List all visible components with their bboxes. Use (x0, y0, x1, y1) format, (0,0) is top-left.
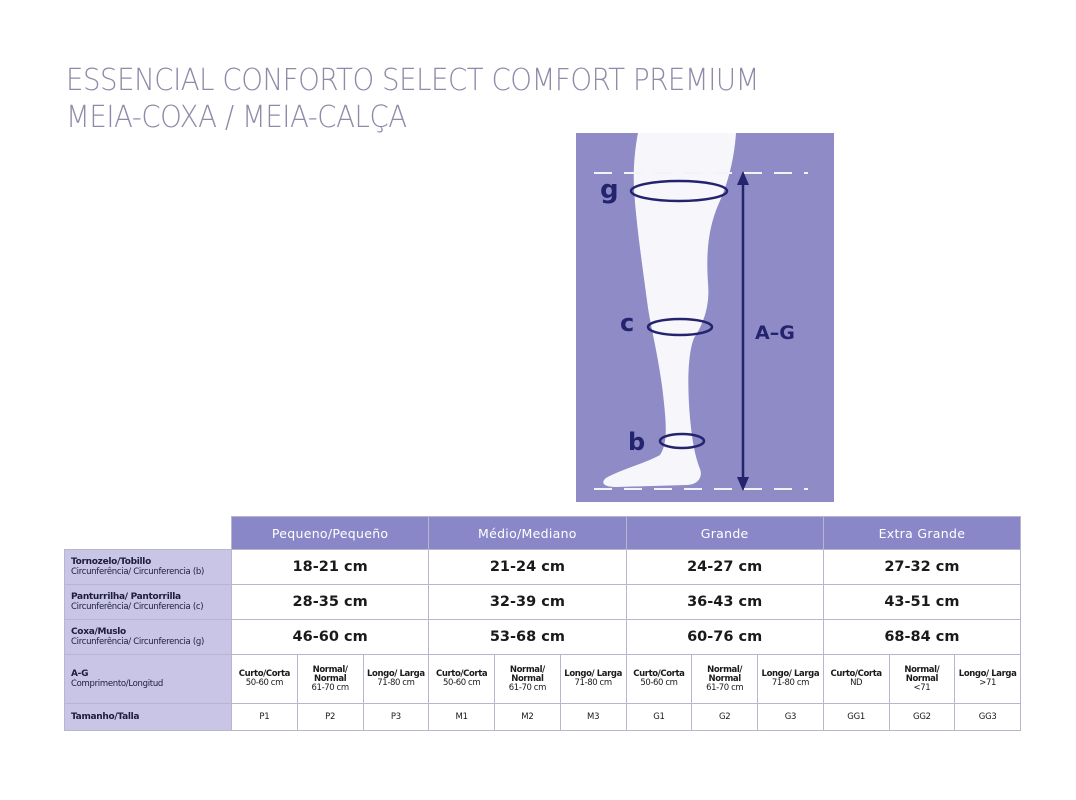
length-cell (889, 655, 955, 704)
row-label-title: Coxa/Muslo (71, 627, 126, 637)
size-tag-cell: GG1 (823, 704, 889, 731)
title-line-1: ESSENCIAL CONFORTO SELECT COMFORT PREMIUM (66, 63, 760, 98)
length-cell-name: Normal/ Normal (707, 664, 743, 684)
length-cell-range: 71-80 cm (377, 678, 415, 688)
table-row-thigh (65, 620, 1021, 655)
size-tag-cell: P1 (232, 704, 298, 731)
row-label-subtitle: Circunferência/ Circunferencia (c) (71, 602, 204, 612)
table-row-calf (65, 585, 1021, 620)
length-cell (823, 655, 889, 704)
length-cell (955, 655, 1021, 704)
table-cell: 46-60 cm (232, 620, 429, 655)
row-label (65, 550, 232, 585)
row-label-subtitle: Circunferência/ Circunferencia (b) (71, 567, 204, 577)
length-cell-range: 71-80 cm (771, 678, 809, 688)
length-cell-name: Normal/ Normal (904, 664, 940, 684)
row-label (65, 620, 232, 655)
size-tag-cell: G1 (626, 704, 692, 731)
table-row-size (65, 704, 1021, 731)
table-cell: 24-27 cm (626, 550, 823, 585)
row-label-title: A-G (71, 669, 89, 679)
column-header: Médio/Mediano (429, 517, 626, 550)
table-cell: 36-43 cm (626, 585, 823, 620)
table-row-ankle (65, 550, 1021, 585)
length-cell-range: >71 (979, 678, 997, 688)
length-cell-range: 61-70 cm (706, 682, 744, 693)
length-cell (758, 655, 824, 704)
length-cell (692, 655, 758, 704)
size-tag-cell: M1 (429, 704, 495, 731)
length-cell-name: Longo/ Larga (761, 669, 820, 679)
table-header-row (65, 517, 1021, 550)
row-label-title: Panturrilha/ Pantorrilla (71, 592, 181, 602)
length-cell-name: Normal/ Normal (312, 664, 348, 684)
length-cell-name: Longo/ Larga (564, 669, 622, 679)
row-label (65, 704, 232, 731)
leg-measurement-illustration (576, 133, 834, 502)
column-header: Pequeno/Pequeño (232, 517, 429, 550)
size-table (64, 516, 1021, 731)
length-cell-range: 50-60 cm (245, 678, 283, 688)
length-cell (626, 655, 692, 704)
size-tag-cell: G2 (692, 704, 758, 731)
length-cell-range: 50-60 cm (640, 678, 678, 688)
label-g: g (600, 175, 619, 205)
row-label-title: Tornozelo/Tobillo (71, 557, 151, 567)
size-tag-cell: P3 (363, 704, 429, 731)
length-cell-range: <71 (913, 682, 931, 693)
length-cell-range: 50-60 cm (443, 678, 481, 688)
length-cell-name: Curto/Corta (436, 669, 488, 679)
table-cell: 68-84 cm (823, 620, 1020, 655)
table-row-length (65, 655, 1021, 704)
column-header: Extra Grande (823, 517, 1020, 550)
table-cell: 60-76 cm (626, 620, 823, 655)
table-cell: 27-32 cm (823, 550, 1020, 585)
table-cell: 43-51 cm (823, 585, 1020, 620)
length-cell-name: Longo/ Larga (367, 669, 425, 679)
table-cell: 53-68 cm (429, 620, 626, 655)
length-cell (232, 655, 298, 704)
length-cell-range: ND (850, 678, 863, 688)
length-cell (495, 655, 561, 704)
table-corner (65, 517, 232, 550)
row-label-subtitle: Circunferência/ Circunferencia (g) (71, 637, 204, 647)
size-tag-cell: G3 (758, 704, 824, 731)
length-cell-range: 61-70 cm (508, 682, 546, 693)
column-header: Grande (626, 517, 823, 550)
label-b: b (628, 428, 646, 456)
size-tag-cell: P2 (297, 704, 363, 731)
length-cell (363, 655, 429, 704)
length-cell-range: 71-80 cm (574, 678, 612, 688)
length-cell-name: Curto/Corta (830, 669, 882, 679)
length-cell-name: Normal/ Normal (509, 664, 545, 684)
length-cell (560, 655, 626, 704)
row-label (65, 655, 232, 704)
table-cell: 21-24 cm (429, 550, 626, 585)
size-tag-cell: GG3 (955, 704, 1021, 731)
length-cell (297, 655, 363, 704)
length-cell-range: 61-70 cm (311, 682, 349, 693)
row-label-title: Tamanho/Talla (71, 712, 140, 722)
page-title (66, 62, 759, 136)
size-tag-cell: GG2 (889, 704, 955, 731)
size-tag-cell: M2 (495, 704, 561, 731)
label-a-g: A–G (755, 322, 795, 344)
row-label (65, 585, 232, 620)
size-tag-cell: M3 (560, 704, 626, 731)
table-cell: 28-35 cm (232, 585, 429, 620)
length-cell (429, 655, 495, 704)
row-label-subtitle: Comprimento/Longitud (71, 679, 164, 689)
length-cell-name: Longo/ Larga (958, 669, 1017, 679)
length-cell-name: Curto/Corta (633, 669, 685, 679)
length-cell-name: Curto/Corta (238, 669, 290, 679)
table-cell: 18-21 cm (232, 550, 429, 585)
title-line-2: MEIA-COXA / MEIA-CALÇA (66, 100, 407, 135)
table-cell: 32-39 cm (429, 585, 626, 620)
label-c: c (620, 309, 635, 337)
